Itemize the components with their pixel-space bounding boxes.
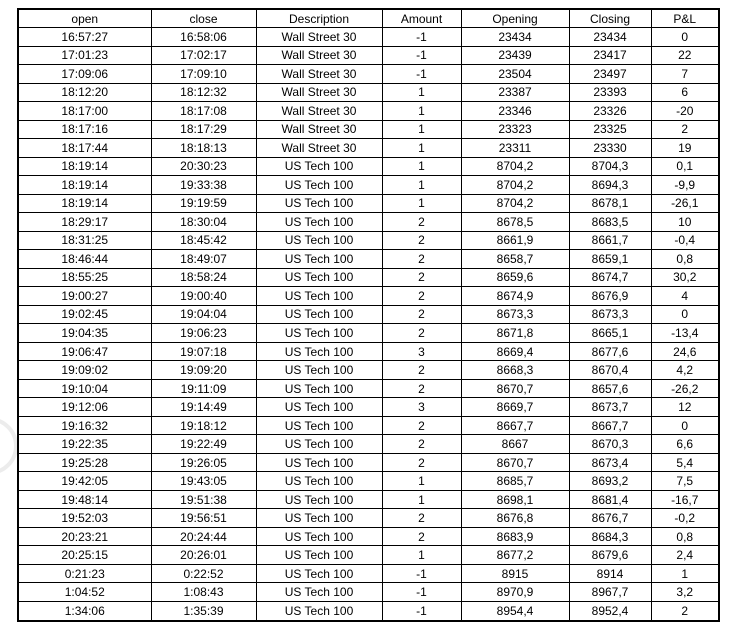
table-cell: 19:00:27 (18, 287, 151, 306)
table-cell: 2 (382, 324, 461, 343)
trades-table (17, 8, 720, 622)
table-cell: Wall Street 30 (256, 139, 382, 158)
column-header-5: Closing (569, 9, 651, 28)
table-cell: 8676,7 (569, 509, 651, 528)
table-row (18, 583, 719, 602)
table-cell: 1:35:39 (151, 601, 256, 621)
column-header-3: Amount (382, 9, 461, 28)
table-cell: 8669,4 (461, 342, 569, 361)
table-cell: 8670,7 (461, 379, 569, 398)
table-cell: 10 (651, 213, 719, 232)
table-cell: 20:23:21 (18, 527, 151, 546)
table-cell: US Tech 100 (256, 268, 382, 287)
table-cell: 19:18:12 (151, 416, 256, 435)
table-cell: US Tech 100 (256, 379, 382, 398)
table-cell: US Tech 100 (256, 305, 382, 324)
table-cell: 8661,7 (569, 231, 651, 250)
table-cell: US Tech 100 (256, 287, 382, 306)
table-cell: 0 (651, 305, 719, 324)
table-cell: 8659,1 (569, 250, 651, 269)
table-cell: -26,1 (651, 194, 719, 213)
table-cell: 8658,7 (461, 250, 569, 269)
table-cell: 4,2 (651, 361, 719, 380)
table-cell: 23439 (461, 46, 569, 65)
table-row (18, 527, 719, 546)
table-cell: 1 (382, 102, 461, 121)
table-cell: 6 (651, 83, 719, 102)
table-cell: 19:19:59 (151, 194, 256, 213)
table-cell: 19 (651, 139, 719, 158)
table-cell: 19:04:04 (151, 305, 256, 324)
table-cell: 0,8 (651, 250, 719, 269)
table-cell: Wall Street 30 (256, 83, 382, 102)
table-cell: US Tech 100 (256, 324, 382, 343)
table-cell: 8914 (569, 564, 651, 583)
table-cell: 20:30:23 (151, 157, 256, 176)
table-cell: 2 (382, 213, 461, 232)
table-row (18, 194, 719, 213)
table-row (18, 287, 719, 306)
table-row (18, 28, 719, 47)
table-cell: 18:19:14 (18, 176, 151, 195)
table-cell: 2 (382, 527, 461, 546)
table-row (18, 435, 719, 454)
table-cell: 2 (382, 379, 461, 398)
table-cell: 0,8 (651, 527, 719, 546)
table-cell: US Tech 100 (256, 250, 382, 269)
table-cell: 23434 (461, 28, 569, 47)
table-cell: 8673,3 (461, 305, 569, 324)
table-cell: 1 (382, 490, 461, 509)
table-cell: 18:17:08 (151, 102, 256, 121)
table-cell: Wall Street 30 (256, 120, 382, 139)
table-row (18, 65, 719, 84)
table-cell: 2,4 (651, 546, 719, 565)
table-cell: 18:17:16 (18, 120, 151, 139)
table-cell: 23323 (461, 120, 569, 139)
table-cell: 30,2 (651, 268, 719, 287)
table-row (18, 83, 719, 102)
table-cell: 1 (651, 564, 719, 583)
table-cell: 18:45:42 (151, 231, 256, 250)
table-cell: 8667 (461, 435, 569, 454)
table-cell: 19:06:23 (151, 324, 256, 343)
table-cell: Wall Street 30 (256, 28, 382, 47)
table-cell: US Tech 100 (256, 527, 382, 546)
table-cell: 23504 (461, 65, 569, 84)
table-cell: 20:24:44 (151, 527, 256, 546)
table-row (18, 472, 719, 491)
table-cell: 23434 (569, 28, 651, 47)
table-row (18, 379, 719, 398)
table-cell: 8684,3 (569, 527, 651, 546)
table-row (18, 213, 719, 232)
table-cell: 18:49:07 (151, 250, 256, 269)
table-cell: -0,4 (651, 231, 719, 250)
table-cell: 20:26:01 (151, 546, 256, 565)
table-cell: 8659,6 (461, 268, 569, 287)
table-cell: 19:51:38 (151, 490, 256, 509)
table-cell: 2 (382, 305, 461, 324)
table-cell: 17:09:10 (151, 65, 256, 84)
table-cell: 23330 (569, 139, 651, 158)
table-row (18, 231, 719, 250)
table-cell: 8698,1 (461, 490, 569, 509)
table-cell: -20 (651, 102, 719, 121)
table-cell: US Tech 100 (256, 213, 382, 232)
table-cell: 8673,7 (569, 398, 651, 417)
table-cell: 2 (382, 287, 461, 306)
table-cell: -1 (382, 65, 461, 84)
table-cell: 8704,2 (461, 157, 569, 176)
table-cell: 0,1 (651, 157, 719, 176)
table-cell: 1 (382, 120, 461, 139)
table-cell: 18:17:00 (18, 102, 151, 121)
table-cell: 8679,6 (569, 546, 651, 565)
column-header-1: close (151, 9, 256, 28)
table-row (18, 546, 719, 565)
table-cell: 0 (651, 416, 719, 435)
table-cell: 2 (382, 509, 461, 528)
table-cell: 19:43:05 (151, 472, 256, 491)
table-cell: 19:09:20 (151, 361, 256, 380)
table-cell: 19:22:49 (151, 435, 256, 454)
table-cell: 8667,7 (461, 416, 569, 435)
table-cell: 2 (382, 231, 461, 250)
table-cell: US Tech 100 (256, 194, 382, 213)
table-cell: 8670,3 (569, 435, 651, 454)
table-row (18, 305, 719, 324)
table-cell: 18:31:25 (18, 231, 151, 250)
table-cell: 16:58:06 (151, 28, 256, 47)
table-cell: 1:04:52 (18, 583, 151, 602)
table-cell: 18:12:20 (18, 83, 151, 102)
table-cell: 2 (382, 268, 461, 287)
table-cell: 18:17:29 (151, 120, 256, 139)
table-cell: 8678,1 (569, 194, 651, 213)
table-row (18, 361, 719, 380)
table-cell: 4 (651, 287, 719, 306)
table-cell: US Tech 100 (256, 564, 382, 583)
table-cell: 18:55:25 (18, 268, 151, 287)
table-cell: 19:22:35 (18, 435, 151, 454)
table-cell: 19:33:38 (151, 176, 256, 195)
table-cell: 8915 (461, 564, 569, 583)
table-cell: 19:26:05 (151, 453, 256, 472)
table-cell: 19:14:49 (151, 398, 256, 417)
table-cell: 23497 (569, 65, 651, 84)
table-row (18, 102, 719, 121)
table-cell: 2 (382, 361, 461, 380)
table-cell: 19:09:02 (18, 361, 151, 380)
table-row (18, 398, 719, 417)
table-cell: 7 (651, 65, 719, 84)
table-cell: 1:08:43 (151, 583, 256, 602)
table-cell: 8704,2 (461, 194, 569, 213)
table-cell: 1 (382, 546, 461, 565)
table-cell: 16:57:27 (18, 28, 151, 47)
table-cell: 8678,5 (461, 213, 569, 232)
table-cell: 2 (382, 453, 461, 472)
table-cell: 8694,3 (569, 176, 651, 195)
table-cell: -26,2 (651, 379, 719, 398)
table-cell: US Tech 100 (256, 361, 382, 380)
table-cell: 23393 (569, 83, 651, 102)
table-cell: 19:12:06 (18, 398, 151, 417)
table-cell: 8704,3 (569, 157, 651, 176)
table-row (18, 509, 719, 528)
table-cell: 18:18:13 (151, 139, 256, 158)
table-cell: 19:00:40 (151, 287, 256, 306)
table-cell: 23325 (569, 120, 651, 139)
table-cell: 8685,7 (461, 472, 569, 491)
table-row (18, 120, 719, 139)
table-cell: Wall Street 30 (256, 65, 382, 84)
table-cell: 8954,4 (461, 601, 569, 621)
table-cell: US Tech 100 (256, 416, 382, 435)
table-cell: 1 (382, 139, 461, 158)
table-row (18, 46, 719, 65)
table-cell: 19:48:14 (18, 490, 151, 509)
table-cell: 19:04:35 (18, 324, 151, 343)
table-cell: 5,4 (651, 453, 719, 472)
table-cell: 8967,7 (569, 583, 651, 602)
table-row (18, 250, 719, 269)
table-cell: 8681,4 (569, 490, 651, 509)
table-cell: US Tech 100 (256, 453, 382, 472)
column-header-2: Description (256, 9, 382, 28)
table-cell: 8704,2 (461, 176, 569, 195)
table-cell: -1 (382, 601, 461, 621)
table-cell: 19:07:18 (151, 342, 256, 361)
table-cell: US Tech 100 (256, 398, 382, 417)
table-cell: US Tech 100 (256, 583, 382, 602)
table-cell: 8674,7 (569, 268, 651, 287)
table-cell: 12 (651, 398, 719, 417)
table-cell: US Tech 100 (256, 176, 382, 195)
table-cell: US Tech 100 (256, 546, 382, 565)
table-cell: 1 (382, 194, 461, 213)
table-cell: 3,2 (651, 583, 719, 602)
table-cell: 23311 (461, 139, 569, 158)
table-cell: 8952,4 (569, 601, 651, 621)
table-cell: 0 (651, 28, 719, 47)
table-row (18, 564, 719, 583)
table-cell: -9,9 (651, 176, 719, 195)
table-cell: 17:09:06 (18, 65, 151, 84)
table-cell: 0:22:52 (151, 564, 256, 583)
table-cell: 0:21:23 (18, 564, 151, 583)
table-cell: 8677,6 (569, 342, 651, 361)
table-cell: 2 (382, 416, 461, 435)
table-cell: 17:01:23 (18, 46, 151, 65)
table-cell: 8668,3 (461, 361, 569, 380)
column-header-6: P&L (651, 9, 719, 28)
table-cell: 8657,6 (569, 379, 651, 398)
table-cell: -1 (382, 46, 461, 65)
table-cell: 3 (382, 398, 461, 417)
table-cell: 19:52:03 (18, 509, 151, 528)
watermark-ring (0, 417, 18, 475)
table-cell: 2 (651, 601, 719, 621)
table-row (18, 453, 719, 472)
table-cell: 6,6 (651, 435, 719, 454)
table-row (18, 601, 719, 621)
table-cell: 18:19:14 (18, 157, 151, 176)
table-cell: 8677,2 (461, 546, 569, 565)
table-cell: 20:25:15 (18, 546, 151, 565)
table-head (18, 9, 719, 28)
table-cell: 8665,1 (569, 324, 651, 343)
table-row (18, 139, 719, 158)
table-cell: 8676,8 (461, 509, 569, 528)
table-cell: 8674,9 (461, 287, 569, 306)
column-header-4: Opening (461, 9, 569, 28)
table-cell: 7,5 (651, 472, 719, 491)
table-cell: 8670,4 (569, 361, 651, 380)
header-row (18, 9, 719, 28)
table-cell: 8669,7 (461, 398, 569, 417)
table-cell: 18:19:14 (18, 194, 151, 213)
table-cell: US Tech 100 (256, 509, 382, 528)
table-row (18, 416, 719, 435)
table-cell: 8683,9 (461, 527, 569, 546)
table-cell: 19:06:47 (18, 342, 151, 361)
table-cell: 23387 (461, 83, 569, 102)
table-cell: 8661,9 (461, 231, 569, 250)
table-cell: 8671,8 (461, 324, 569, 343)
table-cell: 23326 (569, 102, 651, 121)
table-cell: Wall Street 30 (256, 46, 382, 65)
table-cell: 2 (382, 435, 461, 454)
table-row (18, 342, 719, 361)
table-cell: US Tech 100 (256, 231, 382, 250)
table-cell: 19:10:04 (18, 379, 151, 398)
table-cell: 8676,9 (569, 287, 651, 306)
table-cell: -13,4 (651, 324, 719, 343)
table-cell: -16,7 (651, 490, 719, 509)
table-cell: 24,6 (651, 342, 719, 361)
table-cell: 8970,9 (461, 583, 569, 602)
table-cell: Wall Street 30 (256, 102, 382, 121)
table-cell: US Tech 100 (256, 472, 382, 491)
table-cell: 2 (651, 120, 719, 139)
table-cell: 1 (382, 83, 461, 102)
table-cell: 19:56:51 (151, 509, 256, 528)
table-cell: 1:34:06 (18, 601, 151, 621)
table-cell: 19:16:32 (18, 416, 151, 435)
table-cell: 18:17:44 (18, 139, 151, 158)
table-cell: 18:58:24 (151, 268, 256, 287)
table-cell: US Tech 100 (256, 435, 382, 454)
table-cell: 22 (651, 46, 719, 65)
table-cell: 8667,7 (569, 416, 651, 435)
table-row (18, 176, 719, 195)
table-cell: 8683,5 (569, 213, 651, 232)
table-cell: 19:11:09 (151, 379, 256, 398)
table-cell: US Tech 100 (256, 342, 382, 361)
table-cell: 1 (382, 176, 461, 195)
table-cell: 17:02:17 (151, 46, 256, 65)
table-cell: -1 (382, 583, 461, 602)
table-cell: 8693,2 (569, 472, 651, 491)
table-cell: 8673,3 (569, 305, 651, 324)
table-cell: 1 (382, 157, 461, 176)
table-cell: 19:42:05 (18, 472, 151, 491)
table-cell: -1 (382, 28, 461, 47)
table-cell: US Tech 100 (256, 157, 382, 176)
table-cell: -0,2 (651, 509, 719, 528)
table-row (18, 157, 719, 176)
table-cell: -1 (382, 564, 461, 583)
table-cell: US Tech 100 (256, 490, 382, 509)
table-cell: 19:25:28 (18, 453, 151, 472)
table-cell: 8673,4 (569, 453, 651, 472)
table-row (18, 324, 719, 343)
table-cell: 2 (382, 250, 461, 269)
table-cell: 1 (382, 472, 461, 491)
table-cell: 23417 (569, 46, 651, 65)
table-cell: 23346 (461, 102, 569, 121)
table-body (18, 28, 719, 622)
table-row (18, 268, 719, 287)
table-cell: 19:02:45 (18, 305, 151, 324)
table-cell: 18:12:32 (151, 83, 256, 102)
column-header-0: open (18, 9, 151, 28)
table-cell: 18:46:44 (18, 250, 151, 269)
table-cell: 3 (382, 342, 461, 361)
table-cell: 18:30:04 (151, 213, 256, 232)
table-cell: US Tech 100 (256, 601, 382, 621)
table-row (18, 490, 719, 509)
table-cell: 18:29:17 (18, 213, 151, 232)
table-cell: 8670,7 (461, 453, 569, 472)
